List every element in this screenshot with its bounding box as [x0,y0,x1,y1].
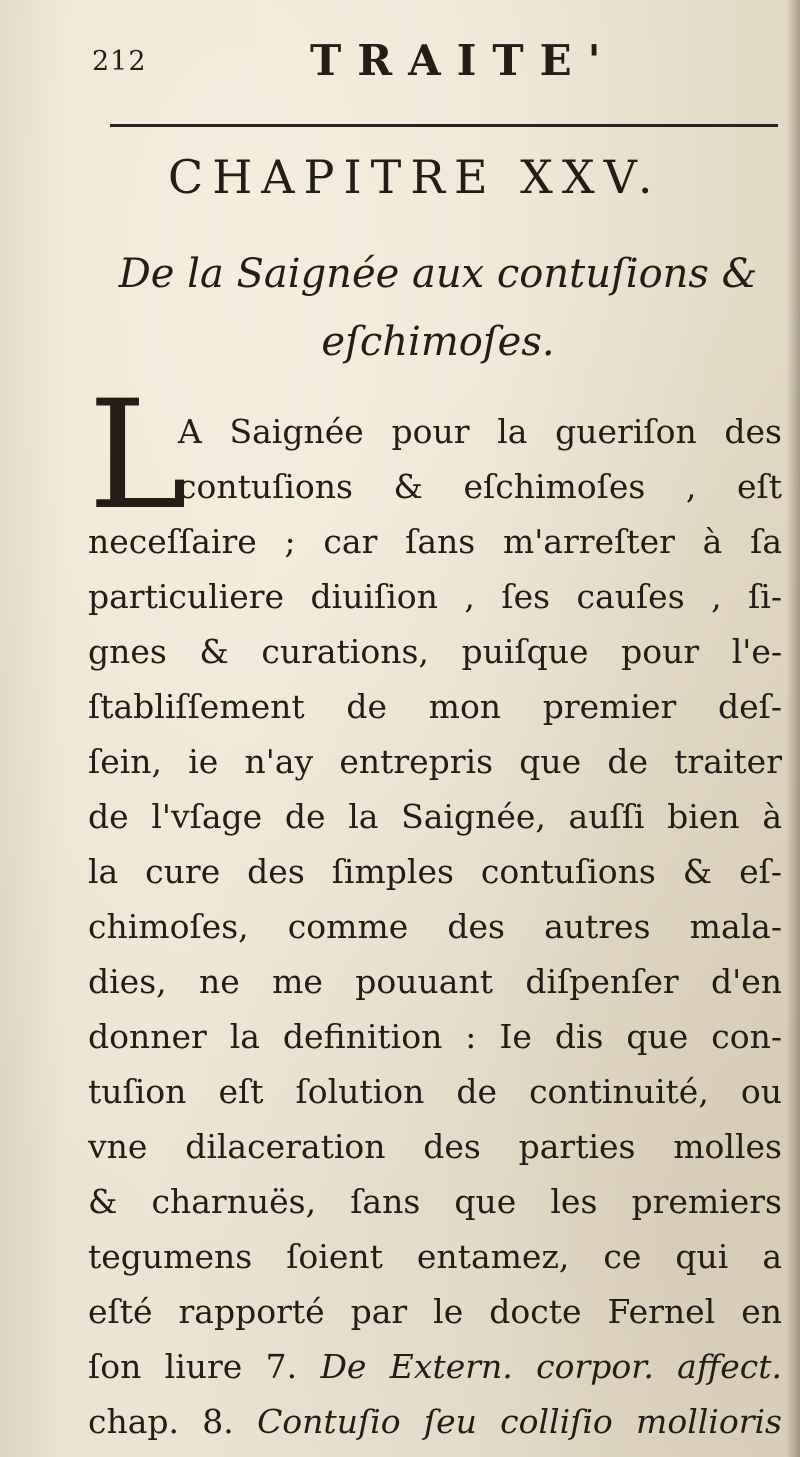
text-line-18-roman: ſon liure 7. [88,1347,298,1386]
text-line-11: dies, ne me pouuant diſpenſer d'en [88,962,782,1001]
text-line-7: ſein, ie n'ay entrepris que de traiter [88,742,782,781]
text-line-19-roman: chap. 8. [88,1402,234,1441]
chapter-title [88,240,788,376]
text-line-19 [88,1394,782,1450]
text-line-10: chimoſes, comme des autres mala- [88,907,782,946]
chapter-heading: CHAPITRE XXV. [168,150,662,204]
text-line-15: & charnuës, ſans que les premiers [88,1182,782,1221]
text-line-18 [88,1339,782,1395]
page-number: 212 [92,46,147,77]
text-line-1: A Saignée pour la gueriſon des [178,412,782,451]
running-head: TRAITE' [310,36,617,85]
header-rule [110,124,778,127]
page-gutter-shadow [786,0,800,1457]
text-line-4: particuliere diuiſion , ſes cauſes , ſi- [88,577,782,616]
text-line-13: tuſion eſt ſolution de continuité, ou [88,1072,782,1111]
text-line-5: gnes & curations, puiſque pour l'e- [88,632,782,671]
text-line-6: ſtabliſſement de mon premier deſ- [88,687,782,726]
text-line-14: vne dilaceration des parties molles [88,1127,782,1166]
text-line-9: la cure des ſimples contuſions & eſ- [88,852,782,891]
text-line-18-italic: De Extern. corpor. affect. [320,1347,782,1386]
text-line-17: eſté rapporté par le docte Fernel en [88,1292,782,1331]
text-line-8: de l'vſage de la Saignée, auſſi bien à [88,797,782,836]
text-line-2: contuſions & eſchimoſes , eſt [178,467,782,506]
chapter-title-line-2: eſchimoſes. [321,319,555,365]
text-line-19-italic: Contuſio ſeu colliſio mollioris [257,1402,782,1441]
drop-cap: L [88,396,188,516]
text-line-3: neceſſaire ; car ſans m'arreſter à ſa [88,522,782,561]
text-line-12: donner la definition : Ie dis que con- [88,1017,782,1056]
chapter-title-line-1: De la Saignée aux contuſions & [118,251,758,297]
text-line-16: tegumens ſoient entamez, ce qui a [88,1237,782,1276]
